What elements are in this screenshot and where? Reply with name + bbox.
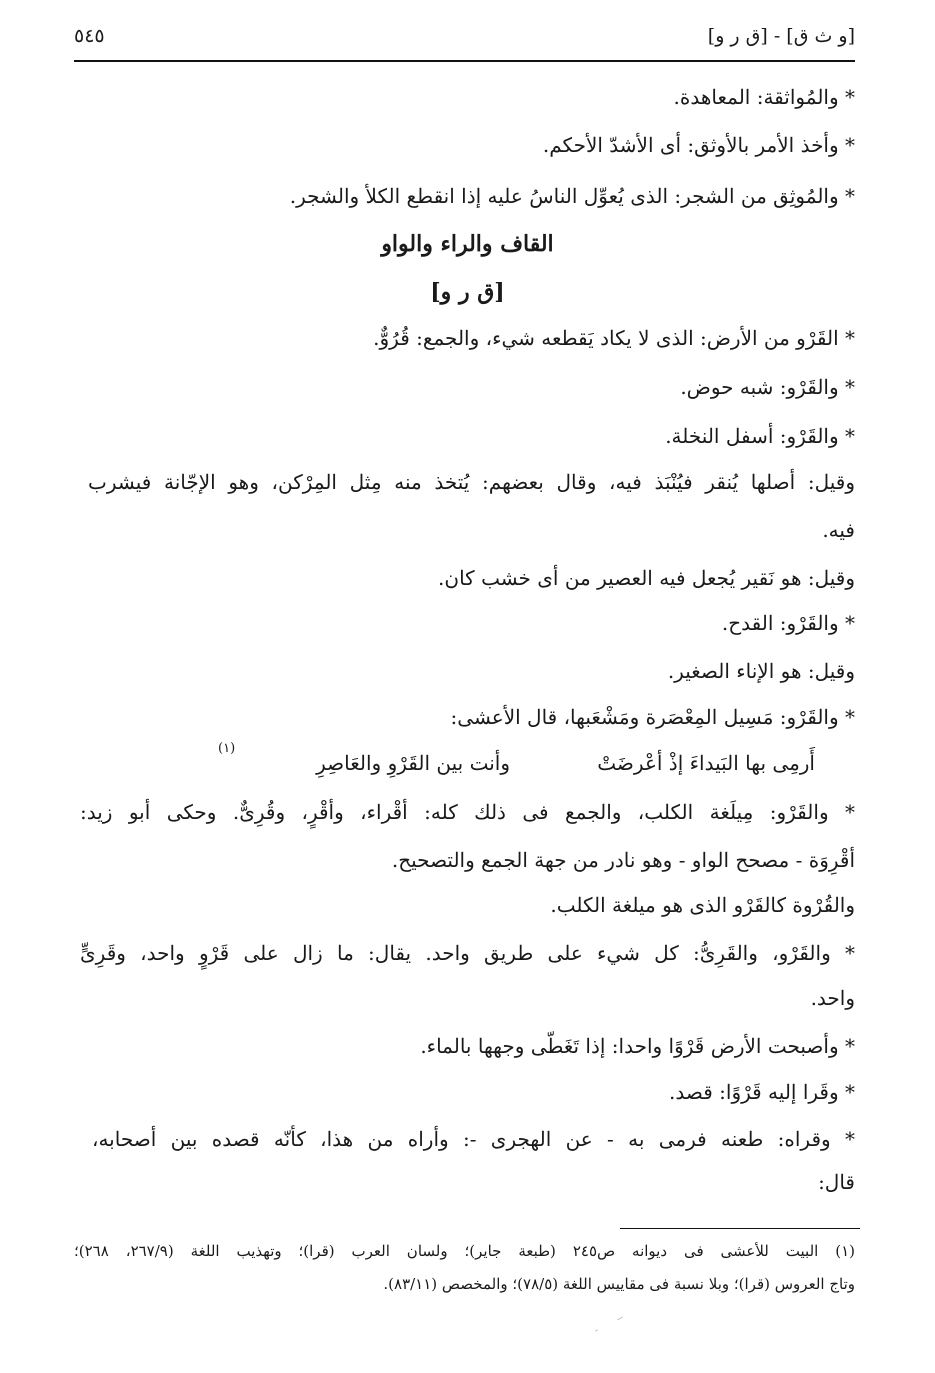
scan-speck [617, 1317, 623, 1321]
entry-line: * والقَرْو، والقَرِىُّ: كل شيء على طريق واحد. يقال: ما زال على قَرْوٍ واحد، وقَرِىٍّ [80, 941, 855, 965]
entry-line: * وقراه: طعنه فرمى به - عن الهجرى -: وأراه من هذا، كأنّه قصده بين أصحابه، [92, 1127, 855, 1151]
entry-line: * والمُوثِق من الشجر: الذى يُعوِّل الناسُ عليه إذا انقطع الكلأ والشجر. [289, 184, 855, 208]
page-number: ٥٤٥ [74, 25, 105, 47]
header-rule [74, 60, 855, 62]
entry-line: * وقَرا إليه قَرْوًا: قصد. [669, 1080, 855, 1104]
footnote-marker: (١) [218, 741, 236, 756]
entry-line: * والقَرْو: مِيلَغة الكلب، والجمع فى ذلك كله: أقْراء، وأقْرٍ، وقُرِىٌّ. وحكى أبو زيد: [80, 800, 855, 824]
entry-line: * القَرْو من الأرض: الذى لا يكاد يَقطعه شيء، والجمع: قُرُوٌّ. [373, 326, 855, 350]
entry-line: * وأصبحت الأرض قَرْوًا واحدا: إذا تَغَطّى وجهها بالماء. [420, 1034, 855, 1058]
entry-line: قال: [818, 1170, 855, 1194]
entry-line: وقيل: هو الإناء الصغير. [667, 659, 855, 683]
entry-line: * والقَرْو: مَسِيل المِعْصَرة ومَشْعَبها، قال الأعشى: [450, 705, 855, 729]
verse-hemistich-1: أَرمِى بها البَيداءَ إذْ أعْرضَتْ [597, 751, 815, 775]
entry-line: أقْرِوَة - مصحح الواو - وهو نادر من جهة الجمع والتصحيح. [391, 848, 855, 872]
entry-line: واحد. [810, 986, 855, 1010]
entry-line: فيه. [822, 518, 855, 542]
entry-line: وقيل: أصلها يُنقر فيُنْبَذ فيه، وقال بعضهم: يُتخذ منه مِثل المِرْكن، وهو الإجّانة فيشرب [88, 470, 855, 494]
footnote-line: وتاج العروس (قرا)؛ وبلا نسبة فى مقاييس اللغة (٧٨/٥)؛ والمخصص (٨٣/١١). [383, 1275, 855, 1293]
footnote-line: (١) البيت للأعشى فى ديوانه ص٢٤٥ (طبعة جاير)؛ ولسان العرب (قرا)؛ وتهذيب اللغة (٢٦٧/٩، ٢٦٨)؛ [74, 1242, 855, 1260]
entry-line: * وأخذ الأمر بالأوثق: أى الأشدّ الأحكم. [542, 133, 855, 157]
entry-line: * والقَرْو: أسفل النخلة. [665, 424, 855, 448]
footnote-rule [620, 1228, 860, 1229]
entry-line: وقيل: هو نَقير يُجعل فيه العصير من أى خشب كان. [438, 566, 855, 590]
entry-line: * والمُواثقة: المعاهدة. [673, 85, 855, 109]
entry-line: * والقَرْو: القدح. [721, 611, 855, 635]
section-heading: القاف والراء والواو [381, 231, 554, 257]
scan-speck [595, 1329, 598, 1331]
root-heading: [ق ر و] [430, 279, 505, 305]
entry-line: * والقَرْو: شبه حوض. [680, 375, 855, 399]
entry-line: والقُرْوة كالقَرْو الذى هو ميلغة الكلب. [550, 893, 855, 917]
verse-hemistich-2: وأنت بين القَرْوِ والعَاصِرِ [316, 751, 510, 775]
running-header-roots: [و ث ق] - [ق ر و] [707, 25, 855, 47]
